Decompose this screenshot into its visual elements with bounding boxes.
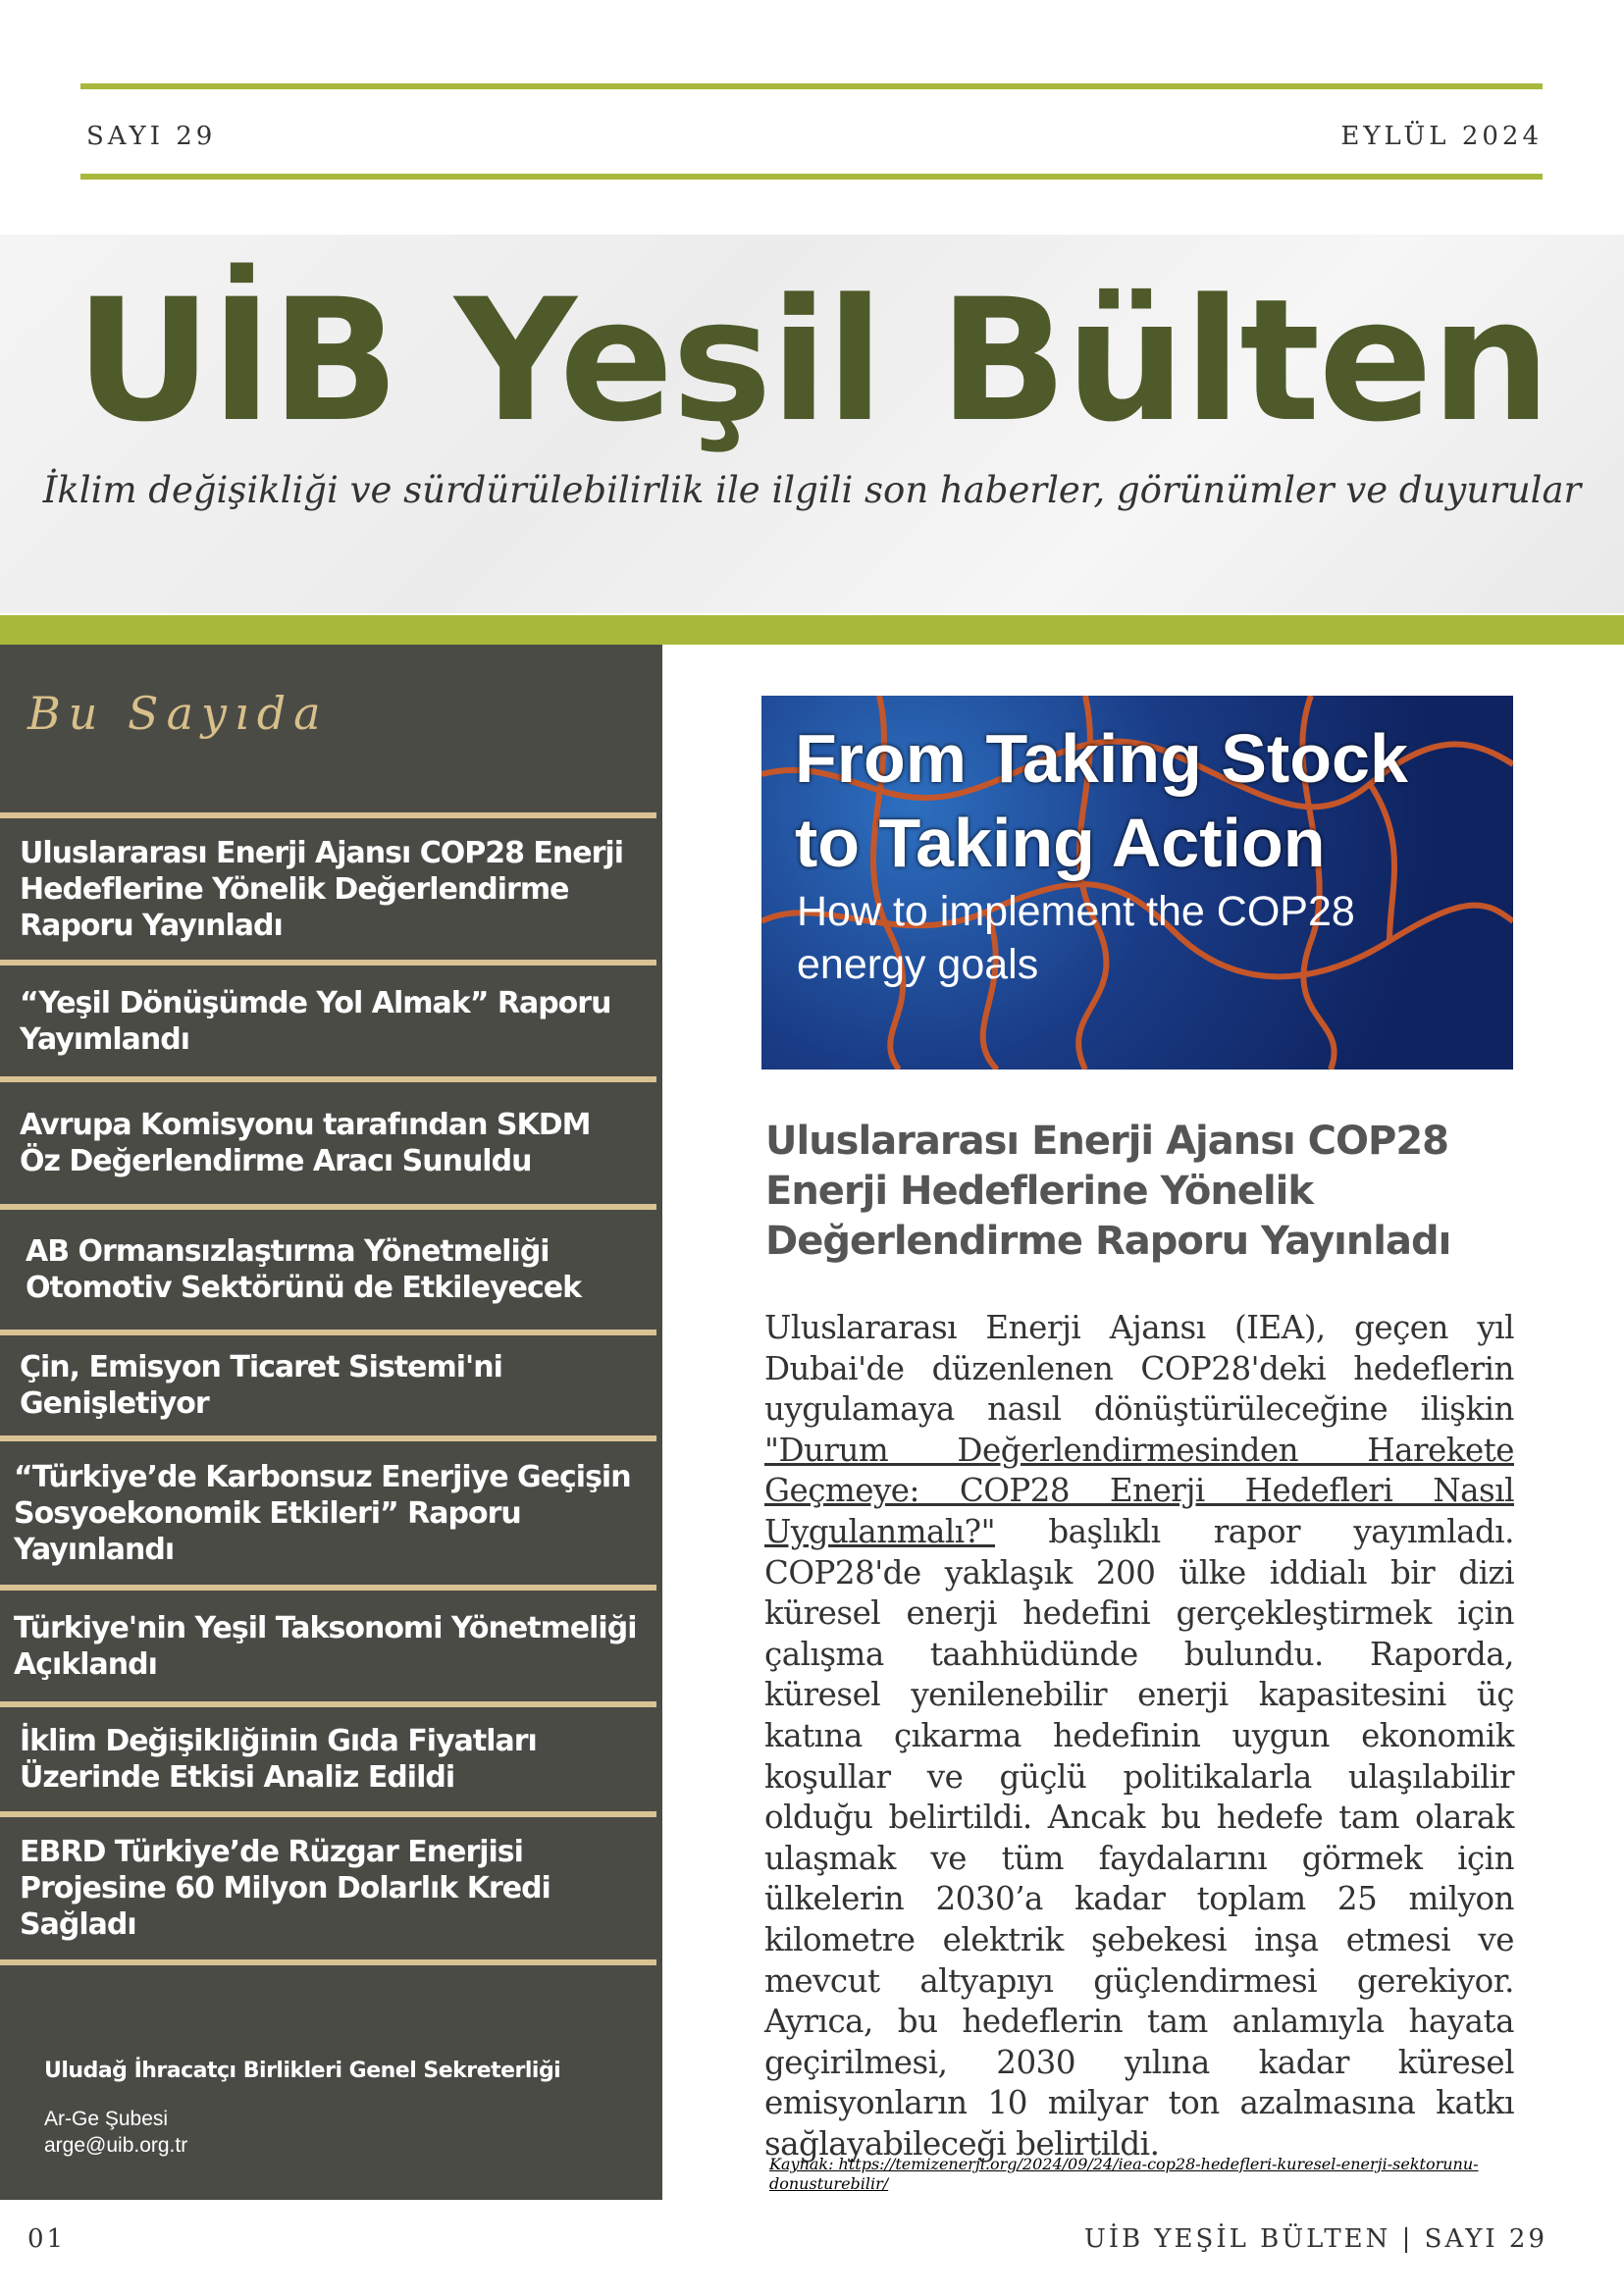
green-band	[0, 615, 1624, 645]
cover-title	[795, 716, 1408, 885]
toc-item[interactable]: “Yeşil Dönüşümde Yol Almak” Raporu Yayımlandı	[0, 960, 656, 1076]
masthead-title: UİB Yeşil Bülten	[75, 262, 1549, 459]
toc-item[interactable]: Çin, Emisyon Ticaret Sistemi'ni Genişletiyor	[0, 1330, 656, 1435]
toc-item[interactable]: Türkiye'nin Yeşil Taksonomi Yönetmeliği Açıklandı	[0, 1585, 656, 1701]
article-headline: Uluslararası Enerji Ajansı COP28 Enerji Hedeflerine Yönelik Değerlendirme Raporu Yayınladı	[765, 1119, 1451, 1264]
toc-item[interactable]: EBRD Türkiye’de Rüzgar Enerjisi Projesine 60 Milyon Dolarlık Kredi Sağladı	[0, 1811, 656, 1959]
toc-item[interactable]: “Türkiye’de Karbonsuz Enerjiye Geçişin Sosyoekonomik Etkileri” Raporu Yayınlandı	[0, 1435, 656, 1585]
department: Ar-Ge Şubesi	[44, 2108, 169, 2130]
cover-title-line: From Taking Stock	[795, 720, 1408, 797]
contact-email[interactable]: arge@uib.org.tr	[44, 2134, 188, 2157]
org-name: Uludağ İhracatçı Birlikleri Genel Sekreterliği	[44, 2059, 561, 2083]
issue-date: EYLÜL 2024	[1340, 122, 1543, 151]
source-link[interactable]: Kaynak: https://temizenerji.org/2024/09/24/iea-cop28-hedefleri-kuresel-enerji-sektorunu-donusturebilir/	[769, 2155, 1479, 2193]
body-text: Uluslararası Enerji Ajansı (IEA), geçen yıl Dubai'de düzenlenen COP28'deki hedeflerin uygulamaya nasıl dönüştürüleceğine ilişkin	[764, 1309, 1514, 1429]
toc-item[interactable]: Uluslararası Enerji Ajansı COP28 Enerji Hedeflerine Yönelik Değerlendirme Raporu Yayınladı	[0, 812, 656, 960]
page-number: 01	[27, 2224, 67, 2254]
header-rule	[80, 174, 1543, 180]
toc-item[interactable]: AB Ormansızlaştırma Yönetmeliği Otomotiv Sektörünü de Etkileyecek	[0, 1204, 656, 1330]
toc-list	[0, 812, 656, 1965]
cover-title-line: to Taking Action	[795, 805, 1326, 881]
toc-item[interactable]: Avrupa Komisyonu tarafından SKDM Öz Değerlendirme Aracı Sunuldu	[0, 1076, 656, 1204]
top-rule	[80, 83, 1543, 89]
article-body	[764, 1308, 1514, 2165]
cover-subtitle-line: energy goals	[797, 941, 1039, 988]
body-text: başlıklı rapor yayımladı. COP28'de yaklaşık 200 ülke iddialı bir dizi küresel enerji hedefini gerçekleştirmek için çalışma taahhüdünde bulundu. Raporda, küresel yenilenebilir enerji kapasitesini üç katına çıkarma hedefinin uygun ekonomik koşullar ve güçlü politikalarla ulaşılabilir olduğu belirtildi. Ancak bu hedefe tam olarak ulaşmak ve tüm faydalarını görmek için ülkelerin 2030’a kadar toplam 25 milyon kilometre elektrik şebekesi inşa etmesi ve mevcut altyapıyı güçlendirmesi gerekiyor. Ayrıca, bu hedeflerin tam anlamıyla hayata geçirilmesi, 2030 yılına kadar küresel emisyonların 10 milyar ton azalmasına katkı sağlayabileceği belirtildi.	[764, 1512, 1514, 2163]
issue-number: SAYI 29	[86, 122, 217, 151]
report-link[interactable]: "Durum Değerlendirmesinden Harekete Geçmeye: COP28 Enerji Hedefleri Nasıl Uygulanmalı?"	[764, 1431, 1514, 1550]
masthead-subtitle: İklim değişikliği ve sürdürülebilirlik ile ilgili son haberler, görünümler ve duyurular	[42, 469, 1582, 511]
cover-subtitle	[797, 885, 1355, 991]
toc-divider	[0, 1959, 656, 1965]
cover-subtitle-line: How to implement the COP28	[797, 888, 1355, 935]
toc-item[interactable]: İklim Değişikliğinin Gıda Fiyatları Üzerinde Etkisi Analiz Edildi	[0, 1701, 656, 1811]
footer-title: UİB YEŞİL BÜLTEN | SAYI 29	[1083, 2224, 1547, 2254]
sidebar-heading: Bu Sayıda	[27, 687, 329, 740]
